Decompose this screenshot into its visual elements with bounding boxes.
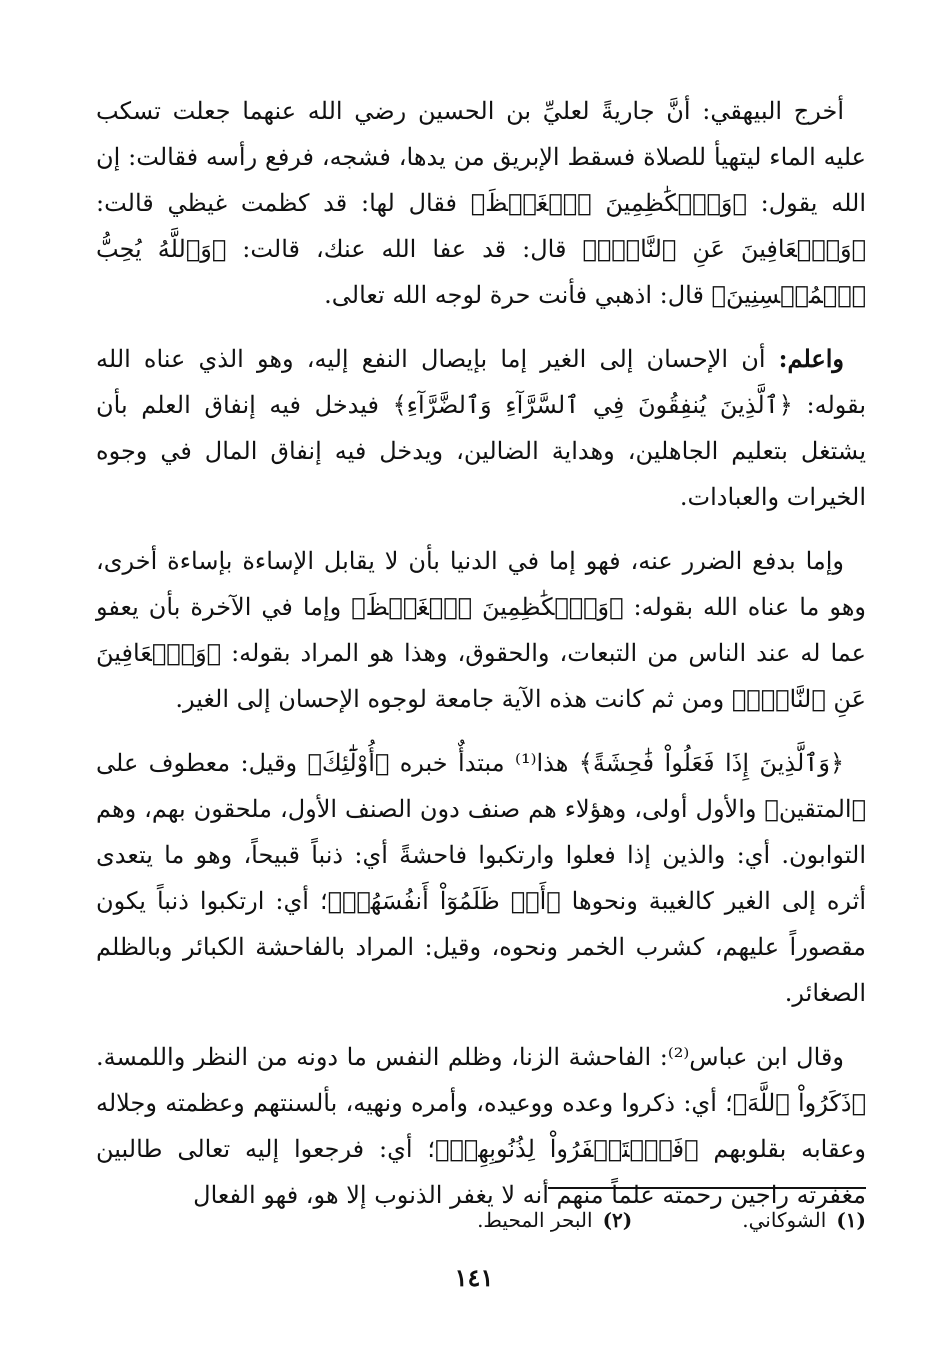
page-body [96, 88, 866, 1236]
paragraph-ibn-abbas: وقال ابن عباس⁽²⁾: الفاحشة الزنا، وظلم النفس ما دونه من النظر واللمسة. ﴿ذَكَرُواْ ٱللَّهَ﴾؛ أي: ذكروا وعده ووعيده، وأمره ونهيه، بألسنتهم وعظمته وجلاله وعقابه بقلوبهم ﴿فَٱسۡتَغۡفَرُواْ لِذُنُوبِهِمۡ﴾؛ أي: فرجعوا إليه تعالى طالبين مغفرته راجين رحمته علماً منهم أنه لا يغفر الذنوب إلا هو، فهو الفعال [96, 1043, 866, 1209]
paragraph-lead-word: واعلم: [778, 344, 844, 373]
paragraph-ihsan-harm: وإما بدفع الضرر عنه، فهو إما في الدنيا بأن لا يقابل الإساءة بإساءة أخرى، وهو ما عناه الله بقوله: ﴿وَٱلۡكَٰظِمِينَ ٱلۡغَيۡظَ﴾ وإما في الآخرة بأن يعفو عما له عند الناس من التبعات، والحقوق، وهذا هو المراد بقوله: ﴿وَٱلۡعَافِينَ عَنِ ٱلنَّاسِۗ﴾ ومن ثم كانت هذه الآية جامعة لوجوه الإحسان إلى الغير. [96, 547, 866, 713]
footnote-divider [548, 1187, 866, 1189]
footnote-2 [477, 1205, 632, 1235]
paragraph-bayhaqi-narration: أخرج البيهقي: أنَّ جاريةً لعليِّ بن الحسين رضي الله عنهما جعلت تسكب عليه الماء ليتهيأ للصلاة فسقط الإبريق من يدها، فشجه، فرفع رأسه فقالت: إن الله يقول: ﴿وَٱلۡكَٰظِمِينَ ٱلۡغَيۡظَ﴾ فقال لها: قد كظمت غيظي قالت: ﴿وَٱلۡعَافِينَ عَنِ ٱلنَّاسِۗ﴾ قال: قد عفا الله عنك، قالت: ﴿وَٱللَّهُ يُحِبُّ ٱلۡمُحۡسِنِينَ﴾ قال: اذهبي فأنت حرة لوجه الله تعالى. [96, 97, 866, 309]
footnote-text: الشوكاني. [742, 1208, 827, 1232]
paragraph-text: أن الإحسان إلى الغير إما بإيصال النفع إليه، وهو الذي عناه الله بقوله: ﴿ٱلَّذِينَ يُنفِقُونَ فِي ٱلسَّرَّآءِ وَٱلضَّرَّآءِ﴾ فيدخل فيه إنفاق العلم بأن يشتغل بتعليم الجاهلين، وهداية الضالين، ويدخل فيه إنفاق المال في وجوه الخيرات والعبادات. [96, 345, 866, 511]
footnote-number: (١) [836, 1208, 866, 1232]
page-number: ١٤١ [454, 1263, 494, 1292]
footnote-number: (٢) [602, 1208, 633, 1232]
footnotes [96, 1205, 866, 1235]
footnote-1 [742, 1205, 866, 1235]
footnote-text: البحر المحيط. [477, 1208, 593, 1232]
paragraph-ihsan-benefit [96, 336, 866, 520]
paragraph-fahisha-verse: ﴿وَٱلَّذِينَ إِذَا فَعَلُواْ فَٰحِشَةً﴾ هذا⁽¹⁾ مبتدأٌ خبره ﴿أُوْلَٰٓئِكَ﴾ وقيل: معطوف على ﴿المتقين﴾ والأول أولى، وهؤلاء هم صنف دون الصنف الأول، ملحقون بهم، وهم التوابون. أي: والذين إذا فعلوا وارتكبوا فاحشةً أي: ذنباً قبيحاً، وهو ما يتعدى أثره إلى الغير كالغيبة ونحوها ﴿أَوۡ ظَلَمُوٓاْ أَنفُسَهُمۡ﴾؛ أي: ارتكبوا ذنباً يكون مقصوراً عليهم، كشرب الخمر ونحوه، وقيل: المراد بالفاحشة الكبائر وبالظلم الصغائر. [96, 749, 866, 1007]
